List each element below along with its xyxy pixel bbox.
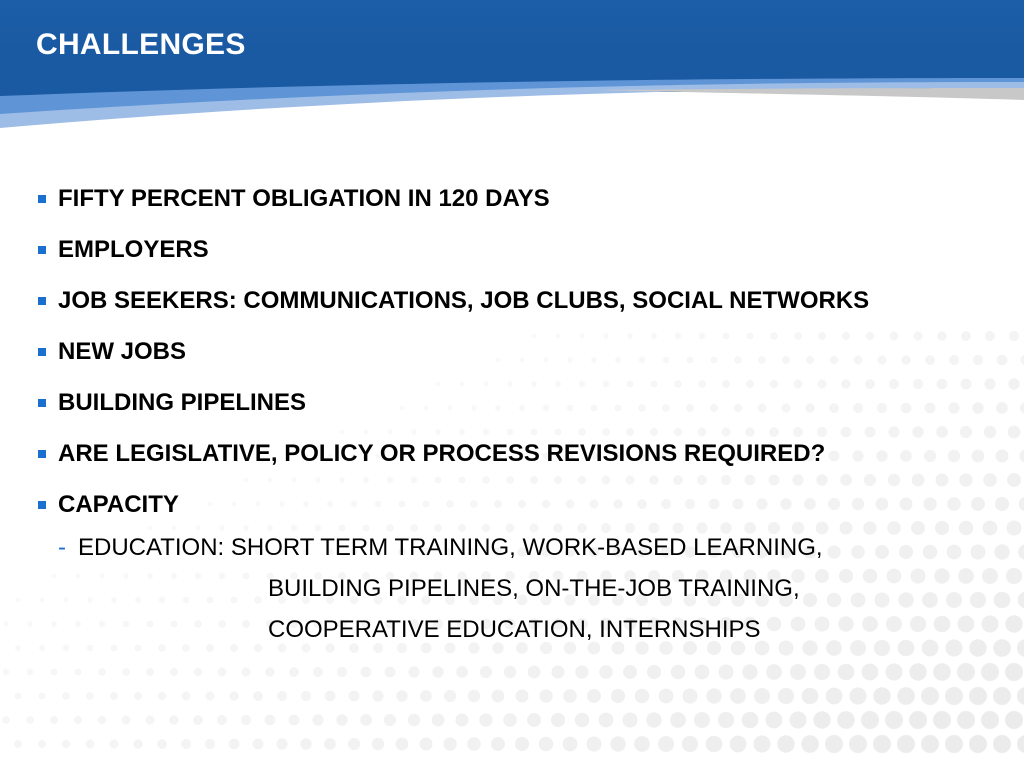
bullet-item (36, 184, 996, 214)
bullet-text: CAPACITY (58, 491, 179, 518)
square-bullet-icon (38, 297, 46, 305)
bullet-item (36, 388, 996, 418)
bullet-item (36, 490, 996, 520)
bullet-text: FIFTY PERCENT OBLIGATION IN 120 DAYS (58, 185, 550, 212)
square-bullet-icon (38, 399, 46, 407)
bullet-text: BUILDING PIPELINES (58, 389, 307, 416)
square-bullet-icon (38, 348, 46, 356)
content-area (36, 184, 996, 650)
bullet-item (36, 235, 996, 265)
bullet-item (36, 286, 996, 316)
sub-bullet-line: EDUCATION: SHORT TERM TRAINING, WORK-BASED LEARNING, (78, 534, 823, 561)
square-bullet-icon (38, 501, 46, 509)
sub-bullet-line: COOPERATIVE EDUCATION, INTERNSHIPS (268, 616, 761, 643)
dash-bullet-marker: - (58, 534, 66, 561)
bullet-text: EMPLOYERS (58, 236, 209, 263)
sub-bullet-line: BUILDING PIPELINES, ON-THE-JOB TRAINING, (268, 575, 800, 602)
bullet-item (36, 439, 996, 469)
square-bullet-icon (38, 450, 46, 458)
bullet-text: JOB SEEKERS: COMMUNICATIONS, JOB CLUBS, SOCIAL NETWORKS (58, 287, 870, 314)
header-swoosh-decoration (0, 74, 1024, 134)
bullet-text: ARE LEGISLATIVE, POLICY OR PROCESS REVISIONS REQUIRED? (58, 440, 826, 467)
bullet-item (36, 337, 996, 367)
square-bullet-icon (38, 246, 46, 254)
square-bullet-icon (38, 195, 46, 203)
bullet-text: NEW JOBS (58, 338, 187, 365)
bullet-list (36, 184, 996, 520)
slide-title: CHALLENGES (36, 28, 246, 61)
sub-bullet-item (58, 527, 996, 650)
